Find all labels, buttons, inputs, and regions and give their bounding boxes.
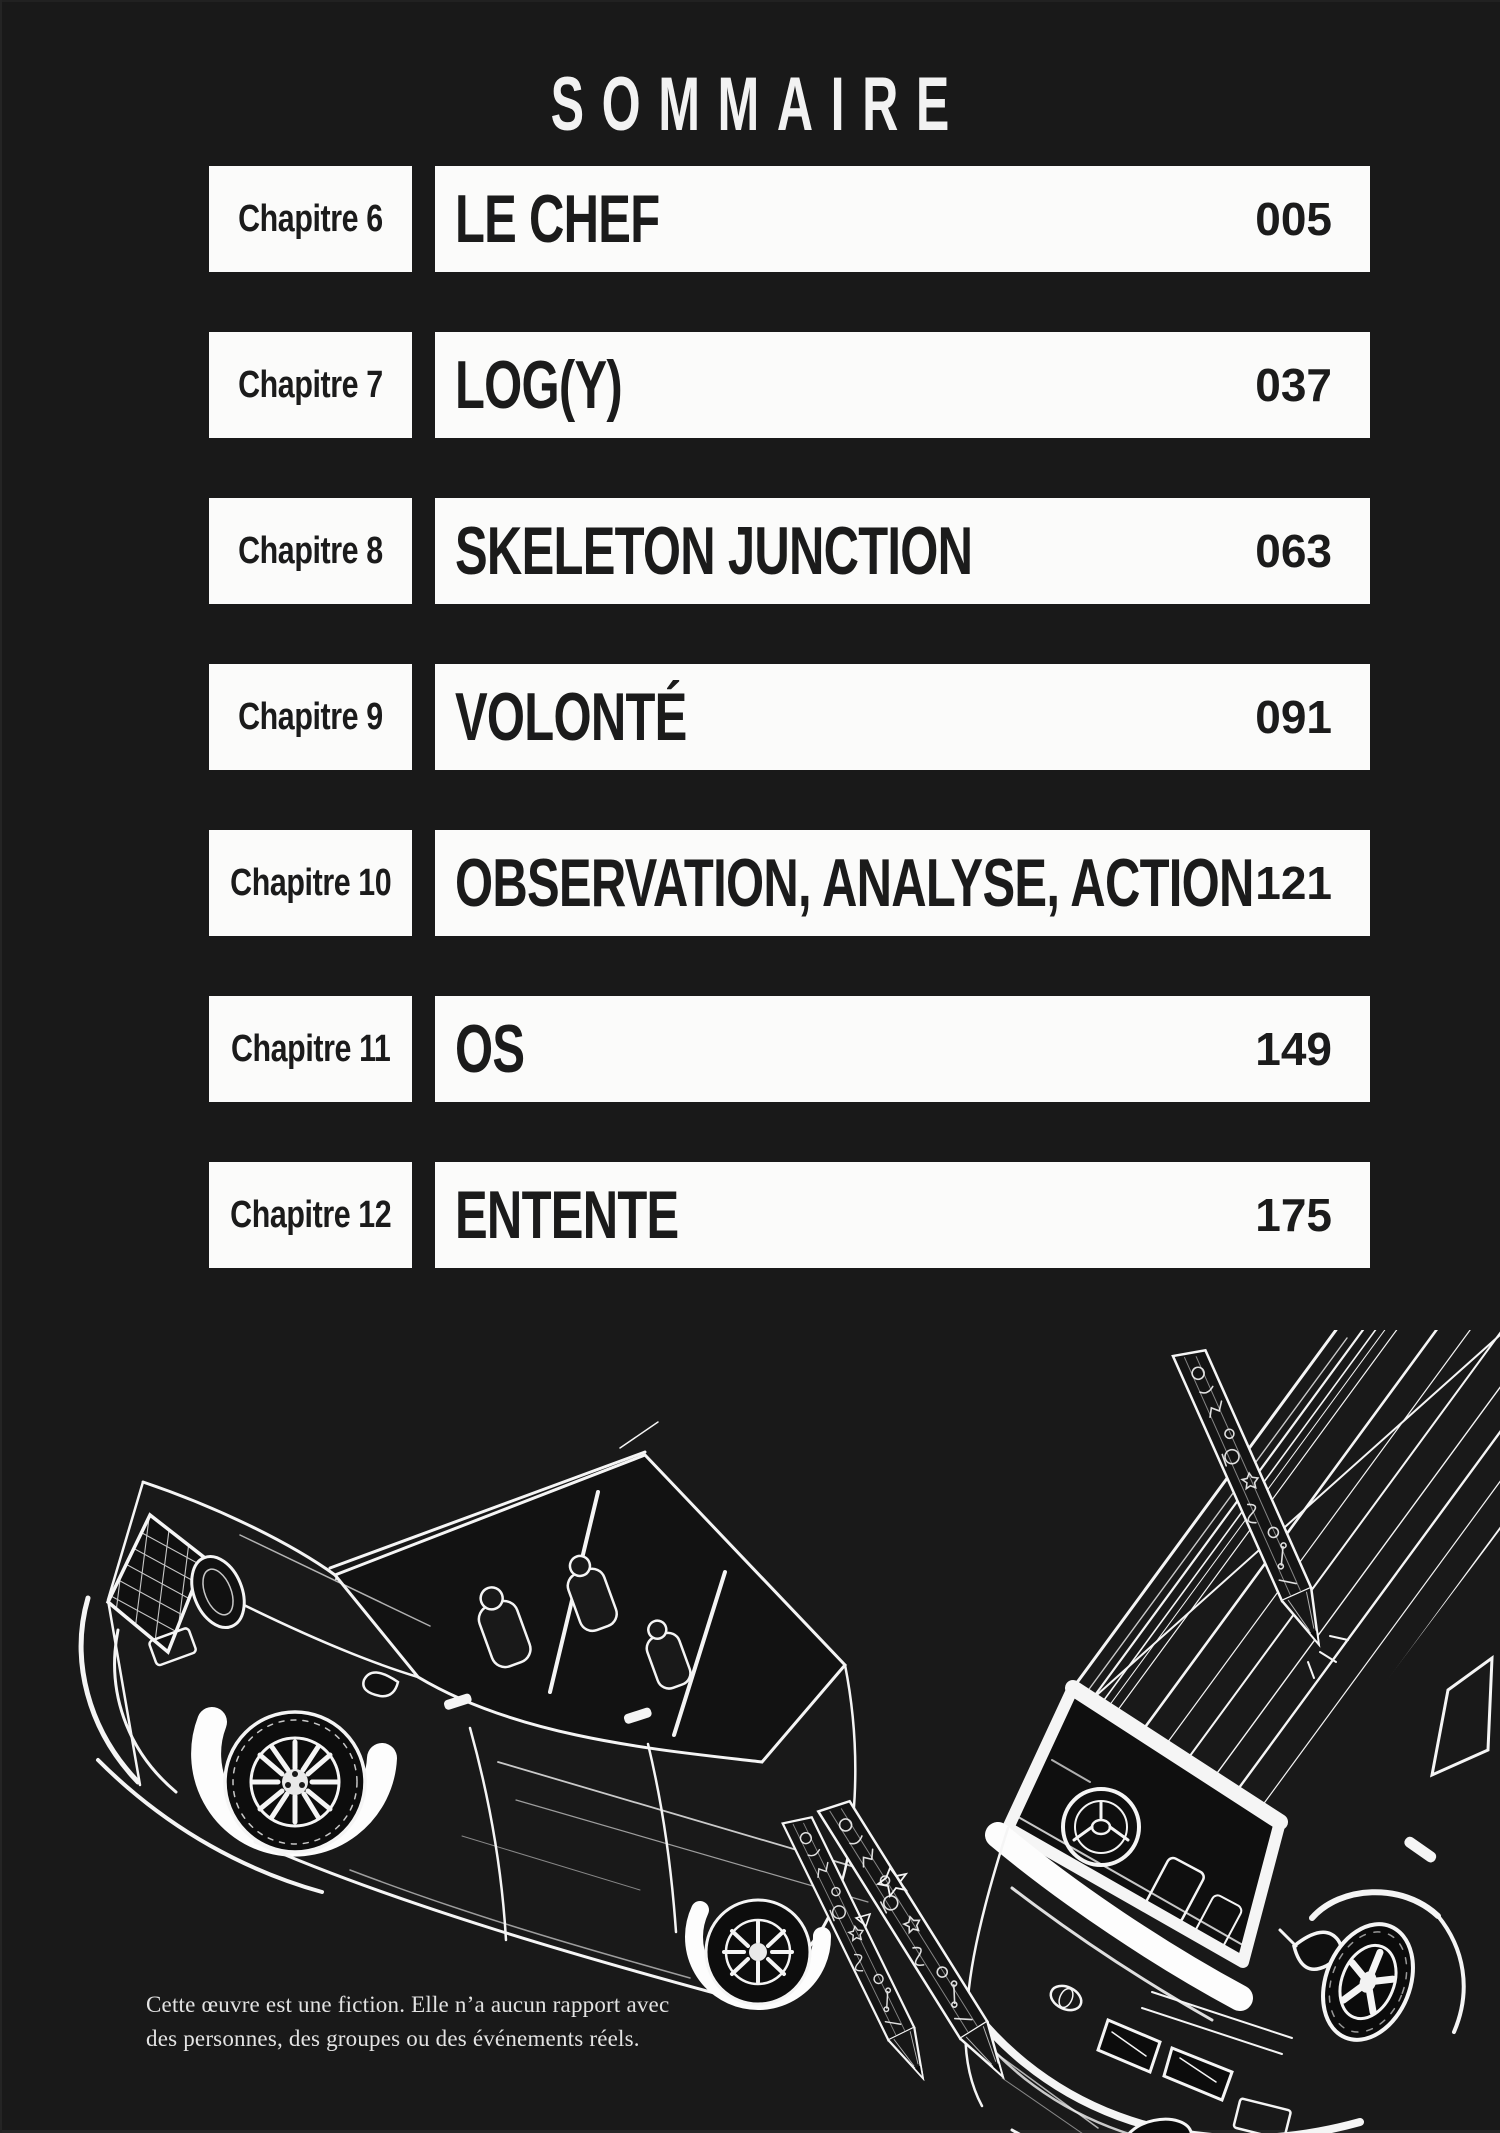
chapter-title: VOLONTÉ [455,679,687,755]
disclaimer-line-1: Cette œuvre est une fiction. Elle n’a aucun rapport avec [146,1992,670,2017]
toc-row [209,830,1370,936]
chapter-box [209,332,412,438]
chapter-box [209,996,412,1102]
chapter-label: Chapitre 8 [238,529,383,572]
toc-row [209,332,1370,438]
page-number: 175 [1255,1189,1332,1241]
chapter-title: OBSERVATION, ANALYSE, ACTION [455,845,1254,921]
title-box [435,830,1370,936]
chapter-label: Chapitre 7 [238,363,383,406]
chapter-title: SKELETON JUNCTION [455,513,973,589]
title-box [435,1162,1370,1268]
disclaimer-line-2: des personnes, des groupes ou des événements réels. [146,2026,640,2051]
toc-row [209,1162,1370,1268]
toc-row [209,166,1370,272]
title-box [435,332,1370,438]
chapter-title: OS [455,1011,525,1087]
title-box [435,498,1370,604]
pencil-icon [1173,1343,1348,1678]
chapter-title: LE CHEF [455,181,660,257]
chapter-label: Chapitre 10 [229,861,392,904]
page-title: SOMMAIRE [550,62,967,147]
chapter-title: ENTENTE [455,1177,679,1253]
page-number: 121 [1255,857,1332,909]
chapter-box [209,830,412,936]
chapter-label: Chapitre 6 [238,197,383,240]
chapter-label: Chapitre 12 [229,1193,392,1236]
title-box [435,996,1370,1102]
title-box [435,664,1370,770]
toc-row [209,996,1370,1102]
chapter-label: Chapitre 9 [238,695,383,738]
title-box [435,166,1370,272]
page-number: 037 [1255,359,1332,411]
chapter-box [209,166,412,272]
disclaimer-text [146,1988,669,2056]
chapter-box [209,1162,412,1268]
toc-row [209,498,1370,604]
chapter-label: Chapitre 11 [230,1027,391,1070]
page-number: 063 [1255,525,1332,577]
toc [209,166,1370,1328]
page-number: 091 [1255,691,1332,743]
page-number: 005 [1255,193,1332,245]
chapter-box [209,664,412,770]
chapter-box [209,498,412,604]
page-number: 149 [1255,1023,1332,1075]
toc-row [209,664,1370,770]
kei-car-illustration [81,1422,868,2004]
chapter-title: LOG(Y) [455,347,623,423]
